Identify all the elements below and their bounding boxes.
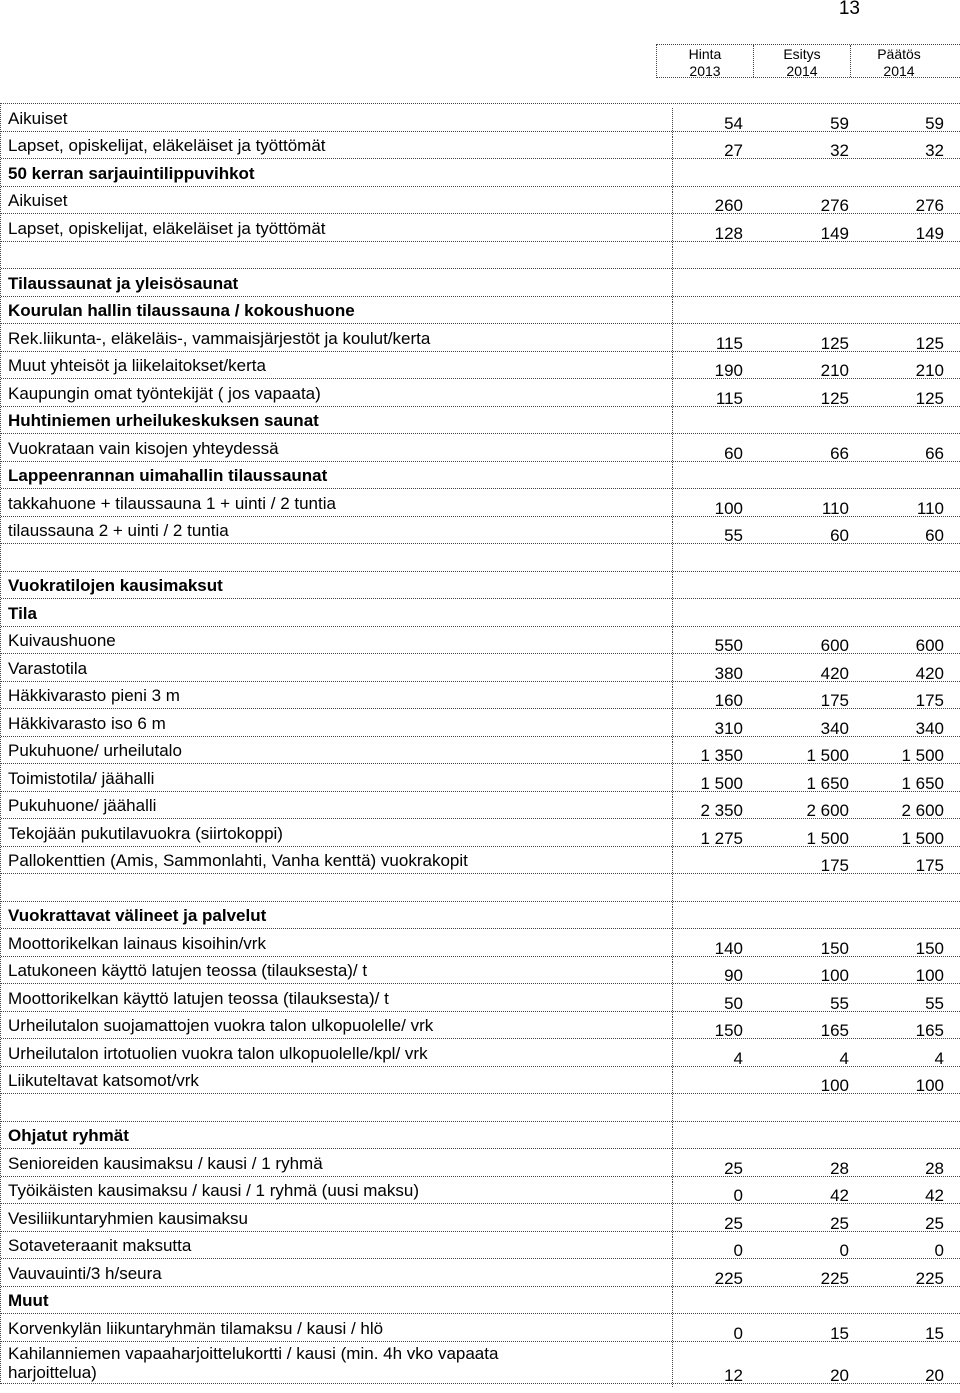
proposal-2014-cell: 20: [830, 1365, 849, 1385]
proposal-2014-cell: 420: [820, 663, 849, 683]
row-label: Pallokenttien (Amis, Sammonlahti, Vanha kenttä) vuokrakopit: [8, 851, 468, 871]
table-row: [1, 929, 960, 957]
table-row: [1, 737, 960, 765]
price-2013-cell: 310: [672, 713, 768, 740]
decision-2014-cell: 32: [925, 141, 944, 160]
decision-2014-cell: 125: [915, 333, 944, 353]
decision-2014-cell: [864, 1291, 960, 1318]
proposal-2014-cell: [768, 301, 864, 328]
proposal-2014-cell: 175: [820, 856, 849, 875]
header-decision-2014: [851, 45, 947, 77]
proposal-2014-cell: 1 500: [806, 828, 849, 848]
table-row: [1, 462, 960, 490]
decision-2014-cell: [864, 301, 960, 328]
decision-2014-cell: 149: [915, 223, 944, 243]
table-row: [1, 1204, 960, 1232]
decision-2014-cell: 15: [925, 1323, 944, 1343]
decision-2014-cell: 66: [925, 443, 944, 463]
table-row: [1, 407, 960, 435]
table-row: [1, 1177, 960, 1205]
row-label: Senioreiden kausimaksu / kausi / 1 ryhmä: [8, 1153, 323, 1173]
price-2013-cell: [672, 466, 768, 493]
proposal-2014-cell: 100: [820, 966, 849, 985]
row-label: tilaussauna 2 + uinti / 2 tuntia: [8, 521, 229, 541]
price-2013-cell: [672, 1098, 768, 1125]
decision-2014-cell: 420: [915, 663, 944, 683]
decision-2014-cell: 340: [915, 718, 944, 738]
header-year: 2014: [786, 63, 818, 79]
decision-2014-cell: 4: [934, 1048, 944, 1068]
table-row: [1, 874, 960, 902]
decision-2014-cell: 42: [925, 1186, 944, 1205]
table-row: [1, 324, 960, 352]
price-2013-cell: 25: [672, 1208, 768, 1235]
price-2013-cell: 225: [672, 1263, 768, 1290]
row-label: Liikuteltavat katsomot/vrk: [8, 1071, 199, 1091]
price-2013-cell: [672, 1071, 768, 1098]
table-row: [1, 1122, 960, 1150]
proposal-2014-cell: [768, 163, 864, 190]
price-2013-cell: 2 350: [672, 796, 768, 823]
section-heading: Tila: [8, 603, 37, 623]
price-2013-cell: 0: [672, 1318, 768, 1345]
proposal-2014-cell: 210: [820, 361, 849, 380]
proposal-2014-cell: 15: [830, 1323, 849, 1343]
header-year: 2014: [883, 63, 915, 79]
proposal-2014-cell: 1 650: [806, 773, 849, 793]
price-2013-cell: [672, 411, 768, 438]
decision-2014-cell: [864, 548, 960, 575]
row-label: Aikuiset: [8, 108, 68, 128]
decision-2014-cell: 1 500: [901, 746, 944, 765]
section-heading: Vuokratilojen kausimaksut: [8, 576, 223, 596]
table-row: [1, 902, 960, 930]
proposal-2014-cell: 125: [820, 388, 849, 408]
section-heading: Huhtiniemen urheilukeskuksen saunat: [8, 411, 319, 431]
decision-2014-cell: 125: [915, 388, 944, 408]
table-row: [1, 517, 960, 545]
price-2013-cell: 27: [672, 136, 768, 163]
proposal-2014-cell: 125: [820, 333, 849, 353]
table-row: [1, 544, 960, 572]
proposal-2014-cell: 149: [820, 223, 849, 243]
decision-2014-cell: [864, 466, 960, 493]
table-row: [1, 627, 960, 655]
row-label: Muut yhteisöt ja liikelaitokset/kerta: [8, 356, 266, 376]
table-row: [1, 709, 960, 737]
price-2013-cell: [672, 301, 768, 328]
section-heading: Kourulan hallin tilaussauna / kokoushuone: [8, 301, 355, 321]
row-label: Kahilanniemen vapaaharjoittelukortti / kausi (min. 4h vko vapaata harjoittelua): [8, 1343, 499, 1382]
row-label: Sotaveteraanit maksutta: [8, 1236, 192, 1256]
proposal-2014-cell: [768, 1126, 864, 1153]
decision-2014-cell: [864, 603, 960, 630]
table-row: [1, 352, 960, 380]
proposal-2014-cell: 340: [820, 718, 849, 738]
table-row: [1, 104, 960, 132]
decision-2014-cell: 175: [915, 691, 944, 710]
row-label: Varastotila: [8, 658, 88, 678]
proposal-2014-cell: [768, 603, 864, 630]
decision-2014-cell: 0: [934, 1241, 944, 1260]
price-2013-cell: 0: [672, 1236, 768, 1263]
table-row: [1, 764, 960, 792]
decision-2014-cell: [864, 1126, 960, 1153]
proposal-2014-cell: [768, 411, 864, 438]
table-row: [1, 957, 960, 985]
price-2013-cell: [672, 246, 768, 273]
row-label: Aikuiset: [8, 191, 68, 211]
price-table: [0, 103, 960, 1384]
price-2013-cell: [672, 1291, 768, 1318]
decision-2014-cell: [864, 576, 960, 603]
table-row: [1, 1342, 960, 1384]
price-2013-cell: 100: [672, 493, 768, 520]
decision-2014-cell: [864, 878, 960, 905]
decision-2014-cell: 1 650: [901, 773, 944, 793]
proposal-2014-cell: 60: [830, 526, 849, 545]
price-2013-cell: 115: [672, 328, 768, 355]
price-2013-cell: 60: [672, 438, 768, 465]
row-label: takkahuone + tilaussauna 1 + uinti / 2 tuntia: [8, 493, 336, 513]
price-2013-cell: 1 500: [672, 768, 768, 795]
price-2013-cell: [672, 851, 768, 878]
proposal-2014-cell: 100: [820, 1076, 849, 1095]
price-2013-cell: 4: [672, 1043, 768, 1070]
row-label: Lapset, opiskelijat, eläkeläiset ja työttömät: [8, 218, 326, 238]
row-label: Korvenkylän liikuntaryhmän tilamaksu / kausi / hlö: [8, 1318, 384, 1338]
table-row: [1, 1259, 960, 1287]
table-row: [1, 1094, 960, 1122]
proposal-2014-cell: [768, 878, 864, 905]
price-2013-cell: 90: [672, 961, 768, 988]
proposal-2014-cell: 55: [830, 993, 849, 1013]
section-heading: Tilaussaunat ja yleisösaunat: [8, 273, 239, 293]
decision-2014-cell: 28: [925, 1158, 944, 1178]
price-2013-cell: 160: [672, 686, 768, 713]
price-2013-cell: 115: [672, 383, 768, 410]
proposal-2014-cell: [768, 273, 864, 300]
section-heading: Ohjatut ryhmät: [8, 1126, 129, 1146]
decision-2014-cell: [864, 163, 960, 190]
price-2013-cell: 1 350: [672, 741, 768, 768]
proposal-2014-cell: 276: [820, 196, 849, 215]
table-row: [1, 572, 960, 600]
table-row: [1, 1067, 960, 1095]
decision-2014-cell: 150: [915, 938, 944, 958]
decision-2014-cell: 600: [915, 636, 944, 655]
price-2013-cell: [672, 576, 768, 603]
table-row: [1, 792, 960, 820]
header-label: Esitys: [783, 46, 821, 62]
price-2013-cell: [672, 1126, 768, 1153]
price-2013-cell: [672, 273, 768, 300]
row-label: Vesiliikuntaryhmien kausimaksu: [8, 1208, 248, 1228]
table-row: [1, 1287, 960, 1315]
decision-2014-cell: 225: [915, 1268, 944, 1288]
price-2013-cell: [672, 163, 768, 190]
proposal-2014-cell: 1 500: [806, 746, 849, 765]
decision-2014-cell: 1 500: [901, 828, 944, 848]
proposal-2014-cell: 2 600: [806, 801, 849, 820]
proposal-2014-cell: [768, 548, 864, 575]
decision-2014-cell: 25: [925, 1213, 944, 1233]
price-2013-cell: 190: [672, 356, 768, 383]
row-label: Urheilutalon irtotuolien vuokra talon ulkopuolelle/kpl/ vrk: [8, 1043, 428, 1063]
decision-2014-cell: 276: [915, 196, 944, 215]
row-label: Urheilutalon suojamattojen vuokra talon ulkopuolelle/ vrk: [8, 1016, 434, 1036]
decision-2014-cell: 175: [915, 856, 944, 875]
proposal-2014-cell: 59: [830, 113, 849, 133]
price-2013-cell: 54: [672, 108, 768, 135]
proposal-2014-cell: 175: [820, 691, 849, 710]
decision-2014-cell: [864, 273, 960, 300]
table-row: [1, 1039, 960, 1067]
proposal-2014-cell: 165: [820, 1021, 849, 1040]
decision-2014-cell: 59: [925, 113, 944, 133]
header-label: Päätös: [877, 46, 921, 62]
decision-2014-cell: 55: [925, 993, 944, 1013]
price-2013-cell: 260: [672, 191, 768, 218]
price-2013-cell: 550: [672, 631, 768, 658]
table-row: [1, 242, 960, 270]
price-2013-cell: 50: [672, 988, 768, 1015]
page-number: 13: [838, 0, 860, 19]
row-label: Kaupungin omat työntekijät ( jos vapaata): [8, 383, 321, 403]
price-2013-cell: [672, 878, 768, 905]
price-2013-cell: 55: [672, 521, 768, 548]
price-2013-cell: 1 275: [672, 823, 768, 850]
section-heading: Muut: [8, 1291, 49, 1311]
decision-2014-cell: 20: [925, 1365, 944, 1385]
row-label: Latukoneen käyttö latujen teossa (tilauksesta)/ t: [8, 961, 368, 981]
price-2013-cell: 0: [672, 1181, 768, 1208]
price-2013-cell: 380: [672, 658, 768, 685]
proposal-2014-cell: [768, 246, 864, 273]
section-heading: Vuokrattavat välineet ja palvelut: [8, 906, 267, 926]
proposal-2014-cell: [768, 576, 864, 603]
row-label: Vauvauinti/3 h/seura: [8, 1263, 162, 1283]
table-row: [1, 269, 960, 297]
proposal-2014-cell: 32: [830, 141, 849, 160]
table-row: [1, 1012, 960, 1040]
table-row: [1, 984, 960, 1012]
table-row: [1, 847, 960, 875]
proposal-2014-cell: 4: [839, 1048, 849, 1068]
table-row: [1, 214, 960, 242]
header-price-2013: [657, 45, 754, 77]
row-label: Pukuhuone/ jäähalli: [8, 796, 157, 816]
proposal-2014-cell: 600: [820, 636, 849, 655]
row-label: Vuokrataan vain kisojen yhteydessä: [8, 438, 279, 458]
decision-2014-cell: 110: [916, 498, 944, 518]
row-label: Häkkivarasto iso 6 m: [8, 713, 166, 733]
price-2013-cell: 12: [672, 1346, 768, 1387]
row-label: Kuivaushuone: [8, 631, 116, 651]
header-proposal-2014: [754, 45, 851, 77]
table-row: [1, 187, 960, 215]
proposal-2014-cell: [768, 1098, 864, 1125]
row-label: Toimistotila/ jäähalli: [8, 768, 155, 788]
proposal-2014-cell: [768, 466, 864, 493]
price-2013-cell: 150: [672, 1016, 768, 1043]
column-header: [656, 44, 960, 78]
row-label: Häkkivarasto pieni 3 m: [8, 686, 180, 706]
table-row: [1, 819, 960, 847]
price-2013-cell: [672, 548, 768, 575]
table-row: [1, 159, 960, 187]
table-row: [1, 1149, 960, 1177]
row-label: Pukuhuone/ urheilutalo: [8, 741, 182, 761]
decision-2014-cell: 60: [925, 526, 944, 545]
table-row: [1, 489, 960, 517]
price-2013-cell: 140: [672, 933, 768, 960]
decision-2014-cell: 100: [915, 966, 944, 985]
table-row: [1, 599, 960, 627]
decision-2014-cell: [864, 246, 960, 273]
proposal-2014-cell: 42: [830, 1186, 849, 1205]
price-2013-cell: 128: [672, 218, 768, 245]
price-2013-cell: [672, 906, 768, 933]
header-label: Hinta: [688, 46, 722, 62]
row-label: Moottorikelkan lainaus kisoihin/vrk: [8, 933, 266, 953]
header-year: 2013: [689, 63, 721, 79]
proposal-2014-cell: 110: [821, 498, 849, 518]
decision-2014-cell: [864, 1098, 960, 1125]
proposal-2014-cell: 28: [830, 1158, 849, 1178]
row-label: Työikäisten kausimaksu / kausi / 1 ryhmä (uusi maksu): [8, 1181, 419, 1201]
table-row: [1, 297, 960, 325]
row-label: Rek.liikunta-, eläkeläis-, vammaisjärjestöt ja koulut/kerta: [8, 328, 431, 348]
proposal-2014-cell: 225: [820, 1268, 849, 1288]
proposal-2014-cell: [768, 1291, 864, 1318]
section-heading: Lappeenrannan uimahallin tilaussaunat: [8, 466, 328, 486]
proposal-2014-cell: [768, 906, 864, 933]
price-2013-cell: [672, 603, 768, 630]
price-2013-cell: 25: [672, 1153, 768, 1180]
decision-2014-cell: 210: [915, 361, 944, 380]
table-row: [1, 132, 960, 160]
table-row: [1, 1232, 960, 1260]
table-row: [1, 1314, 960, 1342]
decision-2014-cell: 2 600: [901, 801, 944, 820]
decision-2014-cell: 165: [915, 1021, 944, 1040]
proposal-2014-cell: 25: [830, 1213, 849, 1233]
proposal-2014-cell: 66: [830, 443, 849, 463]
table-row: [1, 434, 960, 462]
proposal-2014-cell: 150: [820, 938, 849, 958]
proposal-2014-cell: 0: [839, 1241, 849, 1260]
decision-2014-cell: [864, 906, 960, 933]
decision-2014-cell: 100: [915, 1076, 944, 1095]
section-heading: 50 kerran sarjauintilippuvihkot: [8, 163, 255, 183]
decision-2014-cell: [864, 411, 960, 438]
table-row: [1, 654, 960, 682]
row-label: Lapset, opiskelijat, eläkeläiset ja työttömät: [8, 136, 326, 156]
table-row: [1, 379, 960, 407]
row-label: Tekojään pukutilavuokra (siirtokoppi): [8, 823, 283, 843]
row-label: Moottorikelkan käyttö latujen teossa (tilauksesta)/ t: [8, 988, 389, 1008]
table-row: [1, 682, 960, 710]
